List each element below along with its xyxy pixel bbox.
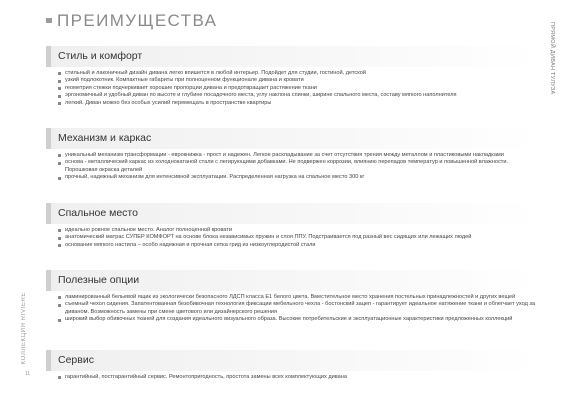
list-item: прочный, надежный механизм для интенсивной эксплуатации. Распределенная нагрузка на спальное место 300 кг — [58, 174, 536, 181]
bullet-list — [46, 224, 536, 249]
section-header — [46, 350, 536, 371]
section-title: Спальное место — [58, 207, 138, 219]
section-header — [46, 270, 536, 291]
list-item: узкий подлокотник. Компактные габариты при полноценном функционале дивана и кровати — [58, 77, 536, 84]
section-title: Полезные опции — [58, 274, 140, 286]
list-item: анатомический матрас СУПЕР КОМФОРТ на основе блока независимых пружин и слоя ППУ. Подстраивается под разный вес сидящих или лежащих людей — [58, 234, 536, 241]
list-item: эргономичный и удобный диван по высоте и глубине посадочного места, углу наклона спинки, ширине спального места, составу мягкого наполнителя — [58, 92, 536, 99]
bullet-list — [46, 149, 536, 182]
section-sleeping-place — [46, 203, 536, 249]
list-item: идеально ровное спальное место. Аналог полноценной кровати — [58, 227, 536, 234]
section-header — [46, 46, 536, 67]
page-title: ПРЕИМУЩЕСТВА — [57, 11, 218, 30]
bullet-list — [46, 371, 536, 381]
list-item: широкий выбор обивочных тканей для создания идеального визуального образа. Высокие потребительские и эксплуатационные характеристики предложенных коллекций — [58, 316, 536, 323]
section-marker — [46, 203, 51, 224]
section-marker — [46, 270, 51, 291]
section-header — [46, 128, 536, 149]
list-item: основание мягкого настила – особо надежная и прочная сетка грид из низкоуглеродистой стали — [58, 242, 536, 249]
section-marker — [46, 46, 51, 67]
section-service — [46, 350, 536, 381]
list-item: геометрия стежки подчеркивает хорошие пропорции дивана и предотвращает растяжение ткани — [58, 85, 536, 92]
section-title: Сервис — [58, 354, 94, 366]
section-mechanism — [46, 128, 536, 182]
list-item: ламинированный бельевой ящик из экологически безопасного ЛДСП класса Е1 белого цвета. Вместительное место хранения постельных принадлежностей и других вещей — [58, 294, 536, 301]
section-marker — [46, 350, 51, 371]
section-title: Стиль и комфорт — [58, 50, 143, 62]
list-item: гарантийный, постгарантийный сервис. Ремонтопригодность, простота замены всех комплектующих дивана — [58, 374, 536, 381]
list-item: основа - металлический каркас из холоднокатаной стали с легирующими добавками. Не подвержен коррозии, влиянию перепадов температур и повышенной влажности. Порошковая окраска деталей — [58, 159, 536, 174]
title-marker — [46, 18, 52, 23]
page-number: 11 — [25, 371, 31, 377]
section-style-comfort — [46, 46, 536, 107]
list-item: съемный чехол сидения. Запатентованная безобивочная технология фиксации мебельного чехла - бостонский зацеп - гарантирует идеальное натяжение ткани и облегчает уход за диваном. Возможность замены при смене цветового или дизайнерского решения — [58, 301, 536, 316]
list-item: легкий. Диван можно без особых усилий перемещать в пространстве квартиры — [58, 100, 536, 107]
list-item: стильный и лаконичный дизайн дивана легко впишется в любой интерьер. Подойдет для студии, гостиной, детской — [58, 70, 536, 77]
bullet-list — [46, 67, 536, 107]
list-item: уникальный механизм трансформации - еврокнижка - прост и надежен. Легкое раскладывание за счет отсутствия трения между металлом и пластиковыми накладками — [58, 152, 536, 159]
bullet-list — [46, 291, 536, 324]
section-options — [46, 270, 536, 324]
side-title-right: ПРЯМОЙ ДИВАН ТУЛУЗА — [549, 22, 555, 95]
section-marker — [46, 128, 51, 149]
side-title-left: КОЛЛЕКЦИЯ RIVIERE — [21, 292, 27, 365]
section-title: Механизм и каркас — [58, 132, 152, 144]
section-header — [46, 203, 536, 224]
